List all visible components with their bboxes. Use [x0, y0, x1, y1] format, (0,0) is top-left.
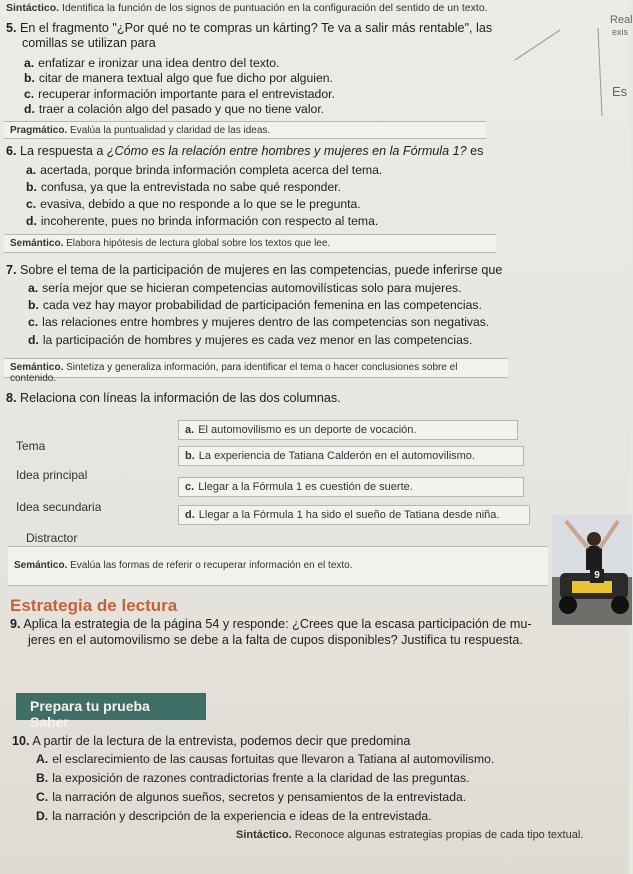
q5-option-c[interactable]: c. recuperar información importante para el entrevistador. — [24, 87, 335, 101]
q10-option-a[interactable]: A. el esclarecimiento de las causas fortuitas que llevaron a Tatiana al automovilismo. — [36, 752, 495, 766]
q8-left-idea-secundaria[interactable]: Idea secundaria — [16, 500, 102, 514]
q5-option-b[interactable]: b. citar de manera textual algo que fue dicho por alguien. — [24, 71, 333, 85]
side-note-real: Real — [610, 14, 633, 26]
vertical-fold-line — [598, 28, 602, 116]
q10-option-b[interactable]: B. la exposición de razones contradictorias frente a la claridad de las preguntas. — [36, 771, 470, 785]
question-9: 9. Aplica la estrategia de la página 54 y responde: ¿Crees que la escasa participación de mu- — [10, 617, 532, 631]
q6-option-d[interactable]: d. incoherente, pues no brinda información con respecto al tema. — [26, 214, 379, 228]
question-5-number: 5. — [6, 21, 17, 35]
strip-pragmatico: Pragmático. Evalúa la puntualidad y claridad de las ideas. — [4, 121, 486, 139]
side-note-es: Es — [612, 84, 628, 99]
q7-option-d[interactable]: d. la participación de hombres y mujeres es cada vez menor en las competencias. — [28, 333, 473, 347]
q5-option-a[interactable]: a. enfatizar e ironizar una idea dentro del texto. — [24, 56, 280, 70]
estrategia-heading: Estrategia de lectura — [10, 596, 178, 615]
side-note-exis: exis — [612, 27, 629, 37]
q8-right-a[interactable]: a. El automovilismo es un deporte de vocación. — [178, 420, 518, 440]
question-5 — [6, 21, 492, 36]
q6-option-a[interactable]: a. acertada, porque brinda información completa acerca del tema. — [26, 163, 383, 177]
q10-option-c[interactable]: C. la narración de algunos sueños, secretos y pensamientos de la entrevistada. — [36, 790, 467, 804]
question-5-line2: comillas se utilizan para — [22, 36, 156, 50]
top-competency-text: Identifica la función de los signos de puntuación en la configuración del sentido de un texto. — [62, 2, 488, 14]
q8-left-distractor[interactable]: Distractor — [26, 531, 78, 545]
q8-left-idea-principal[interactable]: Idea principal — [16, 468, 88, 482]
strip-semantico-3: Semántico. Evalúa las formas de referir o recuperar información en el texto. — [8, 546, 548, 586]
question-6: 6. La respuesta a ¿Cómo es la relación entre hombres y mujeres en la Fórmula 1? es — [6, 144, 484, 158]
strip-semantico-1: Semántico. Elabora hipótesis de lectura global sobre los textos que lee. — [4, 234, 496, 253]
diagonal-line — [515, 30, 560, 60]
q10-option-d[interactable]: D. la narración y descripción de la experiencia e ideas de la entrevistada. — [36, 809, 432, 823]
q6-option-b[interactable]: b. confusa, ya que la entrevistada no sabe qué responder. — [26, 180, 342, 194]
q5-option-d[interactable]: d. traer a colación algo del pasado y que no tiene valor. — [24, 102, 325, 116]
top-competency-label: Sintáctico. — [6, 2, 60, 14]
question-10: 10. A partir de la lectura de la entrevista, podemos decir que predomina — [12, 734, 411, 748]
q8-right-c[interactable]: c. Llegar a la Fórmula 1 es cuestión de suerte. — [178, 477, 524, 497]
q8-left-tema[interactable]: Tema — [16, 439, 46, 453]
prepara-banner: Prepara tu prueba Saber — [16, 693, 206, 720]
q7-option-c[interactable]: c. las relaciones entre hombres y mujeres dentro de las competencias son negativas. — [28, 315, 490, 329]
q8-right-d[interactable]: d. Llegar a la Fórmula 1 ha sido el sueño de Tatiana desde niña. — [178, 505, 530, 525]
bottom-competency-line: Sintáctico. Reconoce algunas estrategias propias de cada tipo textual. — [236, 829, 584, 841]
q6-option-c[interactable]: c. evasiva, debido a que no responde a lo que se le pregunta. — [26, 197, 361, 211]
strip-semantico-2: Semántico. Sintetiza y generaliza información, para identificar el tema o hacer conclusiones sobre el contenido. — [4, 358, 508, 378]
question-5-line1: En el fragmento "¿Por qué no te compras un kárting? Te va a salir más rentable", las — [20, 21, 493, 35]
q8-right-b[interactable]: b. La experiencia de Tatiana Calderón en el automovilismo. — [178, 446, 524, 466]
question-8: 8. Relaciona con líneas la información de las dos columnas. — [6, 391, 341, 405]
q7-option-a[interactable]: a. sería mejor que se hicieran competencias automovilísticas solo para mujeres. — [28, 281, 462, 295]
kart-number: 9 — [590, 569, 604, 583]
q7-option-b[interactable]: b. cada vez hay mayor probabilidad de participación femenina en las competencias. — [28, 298, 482, 312]
question-7: 7. Sobre el tema de la participación de mujeres en las competencias, puede inferirse que — [6, 263, 503, 277]
question-9-line2: jeres en el automovilismo se debe a la falta de cupos disponibles? Justifica tu respuesta. — [28, 633, 523, 647]
